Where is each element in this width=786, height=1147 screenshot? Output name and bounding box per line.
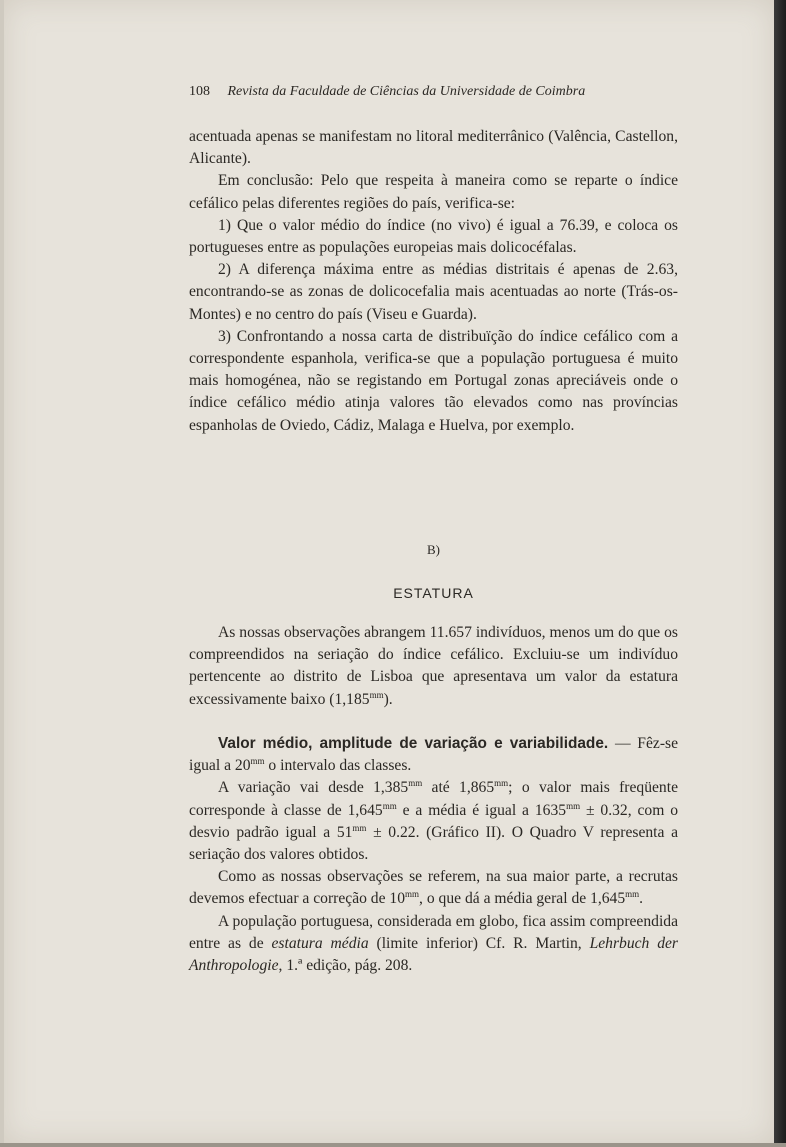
unit-sup: mm [382, 800, 397, 811]
observations-end: ). [383, 690, 393, 708]
body-text-block-2 [189, 622, 678, 711]
text-run: ± 0.22. (Gráfico II). O Quadro V representa a seriação dos valores obtidos. [189, 823, 678, 864]
text-run: e a média é igual a 1635 [396, 801, 567, 819]
unit-sup: mm [408, 778, 423, 789]
unit-sup: mm [494, 778, 509, 789]
paragraph-valor-medio [189, 733, 678, 777]
body-text-block-3 [189, 733, 678, 977]
page-number: 108 [189, 84, 210, 99]
unit-sup: mm [369, 689, 384, 700]
text-run: A população portuguesa, considerada em globo, fica assim compreendida entre as de [189, 912, 678, 952]
paragraph-continuation: acentuada apenas se manifestam no litoral mediterrânico (Valência, Castellon, Alicante). [189, 128, 678, 168]
page-edge [0, 1143, 786, 1147]
paragraph-point-2: 2) A diferença máxima entre as médias distritais é apenas de 2.63, encontrando-se as zonas de dolicocefalia mais acentuadas ao norte (Trás-os-Montes) e no centro do país (Viseu e Guarda). [189, 261, 678, 323]
section-title: ESTATURA [393, 585, 474, 601]
text-run: ± 0.32, com o desvio padrão igual a 51 [189, 801, 678, 841]
text-run: . [639, 890, 644, 908]
section-letter: B) [427, 542, 440, 557]
paragraph-point-1: 1) Que o valor médio do índice (no vivo) é igual a 76.39, e coloca os portugueses entre as populações europeias mais dolicocéfalas. [189, 216, 678, 257]
body-text-block-1 [189, 126, 678, 437]
run-in-heading: Valor médio, amplitude de variação e variabilidade. [218, 735, 609, 752]
text-run: (limite inferior) Cf. R. Martin, [368, 934, 590, 952]
paragraph-populacao [189, 911, 678, 978]
paragraph-conclusion: Em conclusão: Pelo que respeita à maneira como se reparte o índice cefálico pelas diferentes regiões do país, verifica-se: [189, 172, 678, 212]
book-title: Lehrbuch der Anthropologie [189, 934, 678, 975]
text-run: A variação vai desde 1,385 [218, 779, 409, 797]
unit-sup: mm [405, 889, 420, 900]
unit-sup: mm [625, 889, 640, 900]
paragraph-observations [189, 622, 678, 711]
text-run: até 1,865 [422, 779, 495, 797]
paragraph-recrutas [189, 866, 678, 910]
text-run: o intervalo das classes. [264, 757, 412, 775]
paragraph-variacao [189, 777, 678, 866]
running-title: Revista da Faculdade de Ciências da Universidade de Coimbra [227, 84, 586, 99]
text-run: , 1.ª edição, pág. 208. [278, 957, 413, 975]
unit-sup: mm [352, 822, 367, 833]
text-run: ; o valor mais freqüente corresponde à classe de 1,645 [189, 779, 678, 819]
text-run: , o que dá a média geral de 1,645 [419, 890, 626, 908]
unit-sup: mm [250, 756, 265, 767]
text-run: Como as nossas observações se referem, na sua maior parte, a recrutas devemos efectuar a correção de 10 [189, 868, 678, 908]
running-header [189, 84, 629, 100]
text-run: — Fêz-se igual a 20 [189, 735, 679, 775]
paragraph-point-3: 3) Confrontando a nossa carta de distribuïção do índice cefálico com a correspondente espanhola, verifica-se que a população portuguesa é muito mais homogénea, não se registando em Portugal zonas apreciáveis onde o índice cefálico médio atinja valores tão elevados como nas províncias espanholas de Oviedo, Cádiz, Malaga e Huelva, por exemplo. [189, 327, 678, 434]
book-spine [774, 0, 786, 1147]
italic-run: estatura média [271, 934, 369, 952]
observations-text: As nossas observações abrangem 11.657 indivíduos, menos um do que os compreendidos na seriação do índice cefálico. Excluiu-se um indivíduo pertencente ao distrito de Lisboa que apresentava um valor da estatura excessivamente baixo (1,185 [189, 624, 678, 708]
unit-sup: mm [566, 800, 581, 811]
